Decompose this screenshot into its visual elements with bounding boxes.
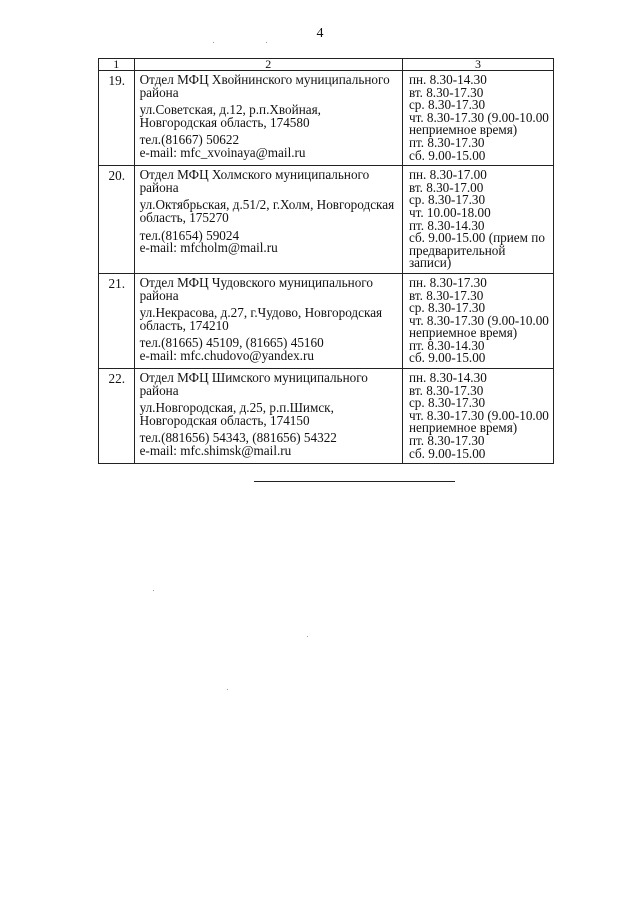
schedule-mon: пн. 8.30-17.00 [408,167,487,183]
table-header-row [99,59,554,71]
scan-speck [307,636,308,637]
office-address: ул.Некрасова, д.27, г.Чудово, Новгородская область, 174210 [139,305,383,333]
schedule-wed: ср. 8.30-17.30 [408,192,486,208]
schedule-thu: чт. 8.30-17.30 (9.00-10.00 неприемное время) [408,312,549,341]
office-details [134,369,402,464]
office-address: ул.Новгородская, д.25, р.п.Шимск, Новгородская область, 174150 [139,400,334,428]
schedule-tue: вт. 8.30-17.30 [408,84,484,100]
schedule-sat: сб. 9.00-15.00 (прием по предварительной записи) [408,230,545,271]
office-details [134,166,402,274]
office-contacts [140,432,398,457]
schedule-wed: ср. 8.30-17.30 [408,97,486,113]
office-name: Отдел МФЦ Хвойнинского муниципального района [139,72,390,100]
schedule-fri: пт. 8.30-17.30 [408,433,485,449]
office-phone: тел.(881656) 54343, (881656) 54322 [139,430,337,446]
office-email: e-mail: mfcholm@mail.ru [139,240,278,256]
office-email: e-mail: mfc.shimsk@mail.ru [139,443,292,459]
office-schedule [402,71,553,166]
scan-speck [266,42,267,43]
scan-speck [213,42,214,43]
schedule-tue: вт. 8.30-17.30 [408,287,484,303]
schedule-fri: пт. 8.30-17.30 [408,134,485,150]
schedule-tue: вт. 8.30-17.00 [408,179,484,195]
office-schedule [402,369,553,464]
office-details [134,71,402,166]
page-number: 4 [316,26,324,41]
office-phone: тел.(81654) 59024 [139,227,240,243]
table-row [99,71,554,166]
office-phone: тел.(81667) 50622 [139,132,240,148]
schedule-wed: ср. 8.30-17.30 [408,395,486,411]
table-row [99,369,554,464]
schedule-fri: пт. 8.30-14.30 [408,217,485,233]
office-contacts [140,337,398,362]
office-details [134,273,402,368]
row-number: 19. [99,71,135,166]
schedule-fri: пт. 8.30-14.30 [408,337,485,353]
mfc-offices-table [98,58,554,464]
office-name: Отдел МФЦ Чудовского муниципального района [139,274,373,303]
table-row [99,166,554,274]
schedule-wed: ср. 8.30-17.30 [408,300,486,316]
column-header-1: 1 [99,59,135,71]
office-email: e-mail: mfc.chudovo@yandex.ru [139,347,314,363]
table-row [99,273,554,368]
schedule-thu: чт. 8.30-17.30 (9.00-10.00 неприемное время) [408,407,549,436]
closing-rule [254,481,455,482]
column-header-3: 3 [402,59,553,71]
schedule-mon: пн. 8.30-17.30 [408,274,487,290]
office-contacts [139,227,398,256]
office-address: ул.Советская, д.12, р.п.Хвойная, Новгородская область, 174580 [139,102,321,130]
schedule-thu: чт. 8.30-17.30 (9.00-10.00 неприемное время) [408,109,549,138]
schedule-sat: сб. 9.00-15.00 [408,445,486,461]
row-number: 22. [99,369,135,464]
schedule-mon: пн. 8.30-14.30 [408,72,487,87]
office-schedule [402,273,553,368]
office-address: ул.Октябрьская, д.51/2, г.Холм, Новгородская область, 175270 [139,197,395,225]
office-email: e-mail: mfc_xvoinaya@mail.ru [139,144,306,160]
row-number: 21. [99,273,135,368]
schedule-thu: чт. 10.00-18.00 [408,204,491,220]
office-name: Отдел МФЦ Холмского муниципального района [139,167,370,195]
scan-speck [153,590,154,591]
schedule-mon: пн. 8.30-14.30 [408,370,487,386]
office-contacts [140,134,398,159]
schedule-sat: сб. 9.00-15.00 [408,147,486,163]
schedule-sat: сб. 9.00-15.00 [408,350,486,366]
schedule-tue: вт. 8.30-17.30 [408,382,484,398]
row-number: 20. [99,166,135,274]
column-header-2: 2 [134,59,402,71]
office-phone: тел.(81665) 45109, (81665) 45160 [139,335,324,351]
scan-speck [227,689,228,690]
office-name: Отдел МФЦ Шимского муниципального района [139,370,368,398]
office-schedule [402,166,553,274]
